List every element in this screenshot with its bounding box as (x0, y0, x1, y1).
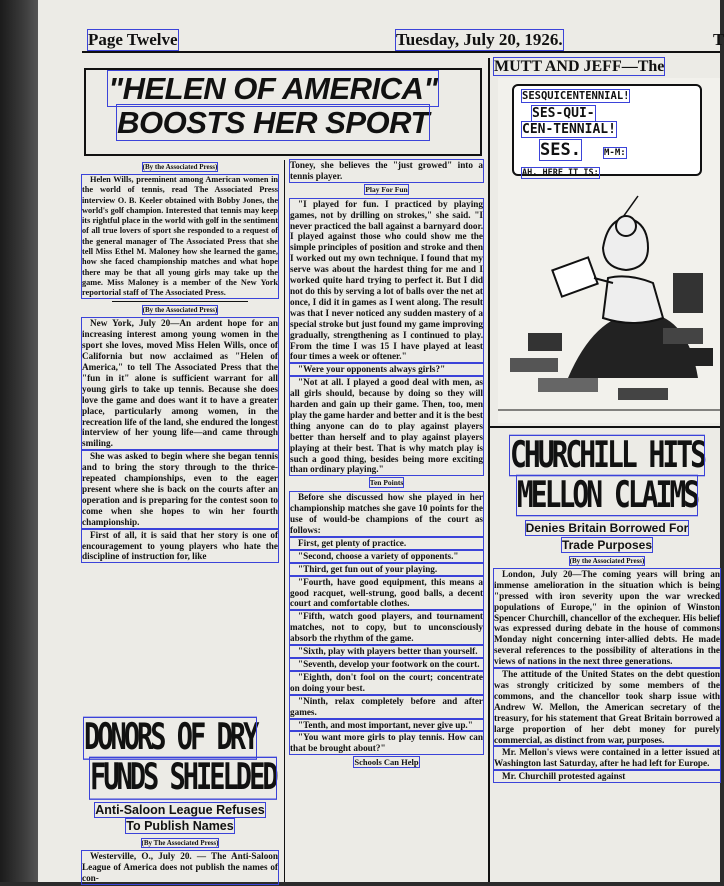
balloon-text: AH, HERE IT IS: (522, 168, 599, 178)
byline: (By The Associated Press) (141, 839, 219, 847)
tip-item: "Tenth, and most important, never give up." (290, 720, 483, 731)
header-corner-letter: T (713, 30, 724, 49)
byline: (By the Associated Press) (142, 306, 218, 315)
subhead: Play For Fun (365, 184, 408, 194)
story-paragraph: London, July 20—The coming years will bring an immense amelioration in the situation which is being "pressed with iron severity upon the war wrecked populations of Europe," in the opinion of Winston Spencer Churchill, chancellor of the exchequer. His belief was expressed during debate in the house of commons Monday night concerning inter-allied debts. He made several references to the possibility of alterations in the views of nations in the next three generations. (494, 568, 720, 667)
column-rule (284, 160, 285, 882)
newspaper-page (38, 0, 724, 883)
column-1 (82, 160, 278, 564)
story-paragraph: Mr. Churchill protested against (494, 771, 720, 782)
page-gutter (0, 0, 38, 882)
story-headline: DONORS OF DRY (84, 716, 257, 759)
tip-item: "Ninth, relax completely before and after games. (290, 695, 483, 717)
question-paragraph: "You want more girls to play tennis. How can that be brought about?" (290, 732, 483, 754)
page-number: Page Twelve (88, 30, 178, 49)
headline-line-2: BOOSTS HER SPORT (117, 105, 429, 140)
story-paragraph: Westerville, O., July 20. — The Anti-Saloon League of America does not publish the names of con- (82, 850, 278, 883)
column-2 (290, 160, 483, 771)
deck-line: To Publish Names (126, 819, 234, 833)
headline-line-1: "HELEN OF AMERICA" (108, 71, 438, 106)
story-paragraph: "I played for fun. I practiced by playing games, not by drilling on strokes," she said. "I never practiced the ball against a barnyard door. I played against those who could show me the simple principles of position and stroke and then I worked out my own technique. I found that my serve was about the hardest thing for me and I worked quite hard trying to perfect it. But I did not do this by serving a lot of balls over the net at once, I did it in games as I went along. The result was that I never noticed any sudden mastery of a special stroke but just found my game improving gradually, strengthening as I continued to play. From the time I was 15 I have played at least four times a week or oftener." (290, 198, 483, 362)
dry-funds-story (82, 718, 278, 886)
tip-item: "Eighth, don't fool on the court; concentrate on doing your best. (290, 671, 483, 693)
story-headline: CHURCHILL HITS (509, 433, 704, 477)
balloon-text: SES-QUI- (532, 106, 595, 121)
intro-paragraph: Helen Wills, preeminent among American women in the world of tennis, read The Associated Press interview O. B. Keeler obtained with Bobby Jones, the world's golf champion. Interested that tennis may keep its rightful place in the world with golf in the sentiment of all true lovers of sport she responded to a request of the general manager of The Associated Press that she tell Miss Ethel M. Maloney how she learned the game, how she faced championship matches and what hope there may be that all young girls may take up the game. Miss Maloney is a member of the New York reportorial staff of The Associated Press. (82, 174, 278, 298)
story-paragraph: New York, July 20—An ardent hope for an increasing interest among young women in the sport she loves, moved Miss Helen Wills, once of California but now acclaimed as "Helen of America," to tell The Associated Press that the "fun in it" alone is sufficient warrant for all young girls to take up tennis. Because she does love the game and does want it to have a greater place, particularly among women, in the recreation life of the land, she endured the longest interview of her young life—and came through smiling. (82, 318, 278, 449)
story-paragraph: She was asked to begin where she began tennis and to bring the story through to the thrice-repeated championships, even to the eager present where she is back on the courts after an operation and is preparing for the contest soon to come when she hopes to win her fourth championship. (82, 451, 278, 527)
subhead: Ten Points (369, 478, 404, 488)
story-paragraph: "Were your opponents always girls?" (290, 364, 483, 375)
tip-item: "Third, get fun out of your playing. (290, 564, 483, 575)
story-headline: FUNDS SHIELDED (90, 756, 276, 799)
tip-item: "Fifth, watch good players, and tournament matches, not to copy, but to unconsciously absorb the rhythm of the game. (290, 611, 483, 644)
story-paragraph: "Not at all. I played a good deal with men, as all girls should, because by doing so they will harden and gain up their game. Then, too, men play the game harder and better and it is the best thing anyone can do to play against players better than herself and to play against players playing at their best. That is why match play is such a good thing, besides being more exciting than ordinary playing." (290, 377, 483, 475)
story-paragraph: First of all, it is said that her story is one of encouragement to young players who hate the discipline of instruction for, like (82, 529, 278, 562)
story-paragraph: Toney, she believes the "just growed" into a tennis player. (290, 160, 483, 181)
story-paragraph: Before she discussed how she played in her championship matches she gave 10 points for the use of would-be champions of the court as follows: (290, 492, 483, 535)
byline: (By the Associated Press) (142, 163, 218, 171)
tip-item: First, get plenty of practice. (290, 538, 483, 549)
header-rule (82, 51, 720, 53)
deck-line: Anti-Saloon League Refuses (95, 803, 265, 817)
subhead: Schools Can Help (354, 757, 419, 768)
tip-item: "Seventh, develop your footwork on the court. (290, 659, 483, 670)
deck-line: Trade Purposes (561, 538, 653, 552)
tip-item: "Fourth, have good equipment, this means a good racquet, well-strung, good balls, a decent court and comfortable clothes. (290, 576, 483, 609)
balloon-text: CEN-TENNIAL! (522, 122, 616, 137)
story-paragraph: Mr. Mellon's views were contained in a letter issued at Washington last Saturday, after he had left for Europe. (494, 747, 720, 769)
comic-drawing (498, 78, 720, 423)
deck-line: Denies Britain Borrowed For (525, 521, 689, 535)
tip-item: "Sixth, play with players better than yourself. (290, 646, 483, 657)
tip-item: "Second, choose a variety of opponents." (290, 551, 483, 562)
comic-panel (498, 78, 720, 423)
churchill-story (494, 433, 720, 784)
balloon-text: M-M: (604, 148, 626, 158)
balloon-text: SESQUICENTENNIAL! (522, 90, 630, 102)
issue-date: Tuesday, July 20, 1926. (396, 30, 563, 49)
comic-title: MUTT AND JEFF—The (494, 58, 665, 75)
story-paragraph: The attitude of the United States on the debt question was strongly criticized by some members of the commons, and the chancellor took sharp issue with Andrew W. Mellon, the American secretary of the treasury, for his statement that Great Britain borrowed a large proportion of her debt money for purely commercial, as distinct from war, purposes. (494, 669, 720, 745)
byline: (By the Associated Press) (569, 557, 645, 565)
story-headline: MELLON CLAIMS (516, 473, 698, 517)
column-rule (488, 58, 490, 882)
section-rule (490, 426, 720, 428)
story-headline (88, 72, 458, 140)
balloon-text: SES. (540, 140, 581, 160)
